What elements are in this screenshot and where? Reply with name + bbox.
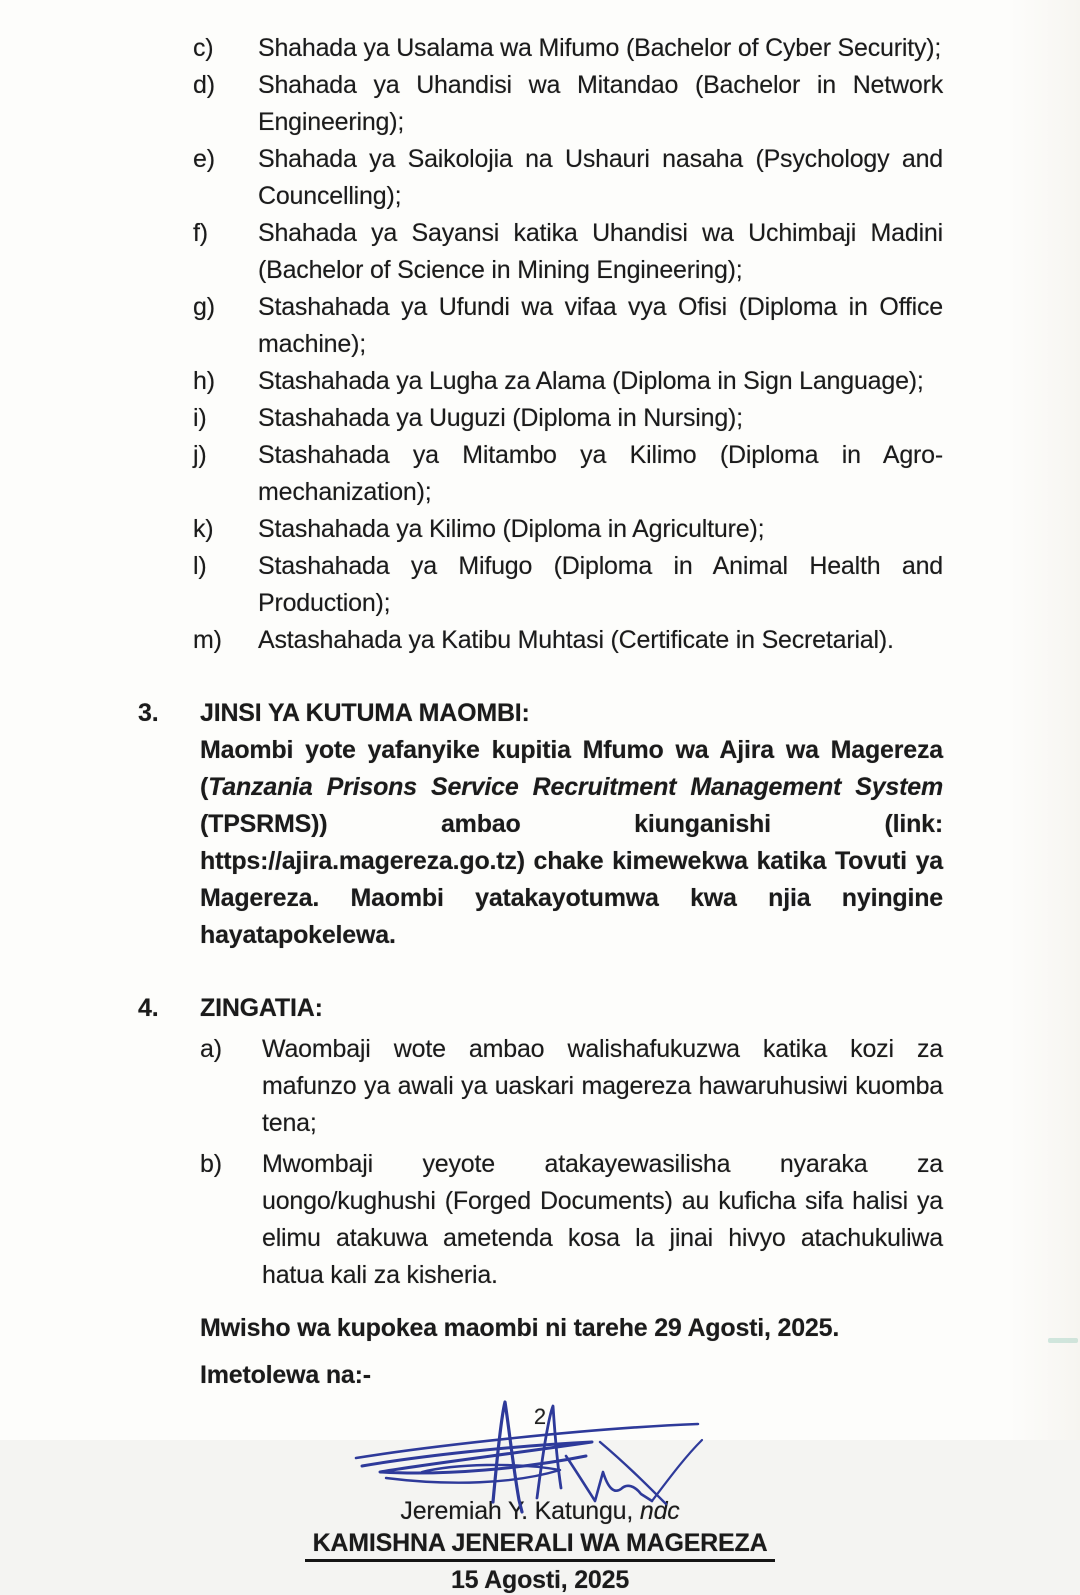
- list-item-text: Astashahada ya Katibu Muhtasi (Certificate in Secretarial).: [258, 626, 894, 654]
- deadline-statement: Mwisho wa kupokea maombi ni tarehe 29 Agosti, 2025.: [200, 1314, 840, 1342]
- list-item-letter: f): [193, 219, 208, 247]
- list-item: [193, 400, 943, 437]
- list-item-letter: m): [193, 626, 222, 654]
- list-item-letter: a): [200, 1035, 222, 1063]
- section-body: [200, 695, 943, 954]
- paragraph-segment-italic: Tanzania Prisons Service Recruitment Management System: [208, 773, 943, 801]
- signatory-title: [0, 1528, 1080, 1562]
- list-item-letter: d): [193, 71, 215, 99]
- list-item: [200, 1031, 943, 1142]
- section-heading: ZINGATIA:: [200, 994, 323, 1022]
- list-item: [193, 437, 943, 511]
- paragraph-segment: (TPSRMS)) ambao kiunganishi (link: https://ajira.magereza.go.tz) chake kimewekwa katika Tovuti ya Magereza. Maombi yatakayotumwa kwa njia nyingine hayatapokelewa.: [200, 810, 943, 949]
- section-paragraph: [200, 732, 943, 954]
- list-item: [200, 1146, 943, 1294]
- list-item-text: Shahada ya Sayansi katika Uhandisi wa Uchimbaji Madini (Bachelor of Science in Mining Engineering);: [258, 219, 943, 284]
- list-item-text: Waombaji wote ambao walishafukuzwa katika kozi za mafunzo ya awali ya uaskari magereza hawaruhusiwi kuomba tena;: [262, 1035, 943, 1137]
- list-item-text: Stashahada ya Mifugo (Diploma in Animal Health and Production);: [258, 552, 943, 617]
- signature-scribble: [350, 1398, 730, 1516]
- list-item-text: Stashahada ya Lugha za Alama (Diploma in Sign Language);: [258, 367, 924, 395]
- list-item: [193, 289, 943, 363]
- list-item: [193, 548, 943, 622]
- list-item-letter: l): [193, 552, 207, 580]
- list-item-letter: j): [193, 441, 207, 469]
- section-number: 4.: [138, 994, 159, 1022]
- list-item-text: Shahada ya Usalama wa Mifumo (Bachelor of Cyber Security);: [258, 34, 942, 62]
- document-content: [0, 22, 1080, 1595]
- issued-by-label: Imetolewa na:-: [200, 1361, 371, 1389]
- list-item: [193, 622, 943, 659]
- signatory-title-text: KAMISHNA JENERALI WA MAGEREZA: [305, 1528, 776, 1562]
- scan-artifact: [1048, 1338, 1078, 1343]
- education-list: [193, 30, 943, 659]
- signature-date: 15 Agosti, 2025: [450, 1566, 630, 1594]
- list-item-text: Shahada ya Saikolojia na Ushauri nasaha (Psychology and Councelling);: [258, 145, 943, 210]
- list-item: [193, 511, 943, 548]
- list-item: [193, 215, 943, 289]
- section-heading: JINSI YA KUTUMA MAOMBI:: [200, 699, 530, 727]
- list-item-text: Stashahada ya Ufundi wa vifaa vya Ofisi (Diploma in Office machine);: [258, 293, 943, 358]
- list-item-letter: c): [193, 34, 214, 62]
- list-item-letter: b): [200, 1150, 222, 1178]
- list-item-text: Mwombaji yeyote atakayewasilisha nyaraka za uongo/kughushi (Forged Documents) au kuficha sifa halisi ya elimu atakuwa ametenda kosa la jinai hivyo atachukuliwa hatua kali za kisheria.: [262, 1150, 943, 1289]
- section-number: 3.: [138, 699, 159, 727]
- list-item: [193, 363, 943, 400]
- list-item-text: Stashahada ya Mitambo ya Kilimo (Diploma in Agro-mechanization);: [258, 441, 943, 506]
- list-item-letter: k): [193, 515, 214, 543]
- paragraph-segment: Maombi yote yafanyike kupitia Mfumo wa Ajira wa Magereza (: [200, 736, 943, 801]
- section-notes: [138, 990, 943, 1294]
- section-how-to-apply: [138, 695, 943, 954]
- list-item-letter: h): [193, 367, 215, 395]
- list-item-text: Stashahada ya Uuguzi (Diploma in Nursing);: [258, 404, 743, 432]
- notes-list: [200, 1031, 943, 1294]
- page-number: 2: [533, 1404, 547, 1429]
- section-body: [200, 990, 943, 1294]
- signatory-name-text: Jeremiah Y. Katungu,: [400, 1497, 640, 1525]
- list-item: [193, 67, 943, 141]
- list-item-text: Stashahada ya Kilimo (Diploma in Agriculture);: [258, 515, 765, 543]
- list-item-text: Shahada ya Uhandisi wa Mitandao (Bachelor in Network Engineering);: [258, 71, 943, 136]
- signatory-name-suffix: ndc: [639, 1497, 680, 1525]
- list-item: [193, 141, 943, 215]
- list-item: [193, 30, 943, 67]
- list-item-letter: i): [193, 404, 207, 432]
- list-item-letter: g): [193, 293, 215, 321]
- list-item-letter: e): [193, 145, 215, 173]
